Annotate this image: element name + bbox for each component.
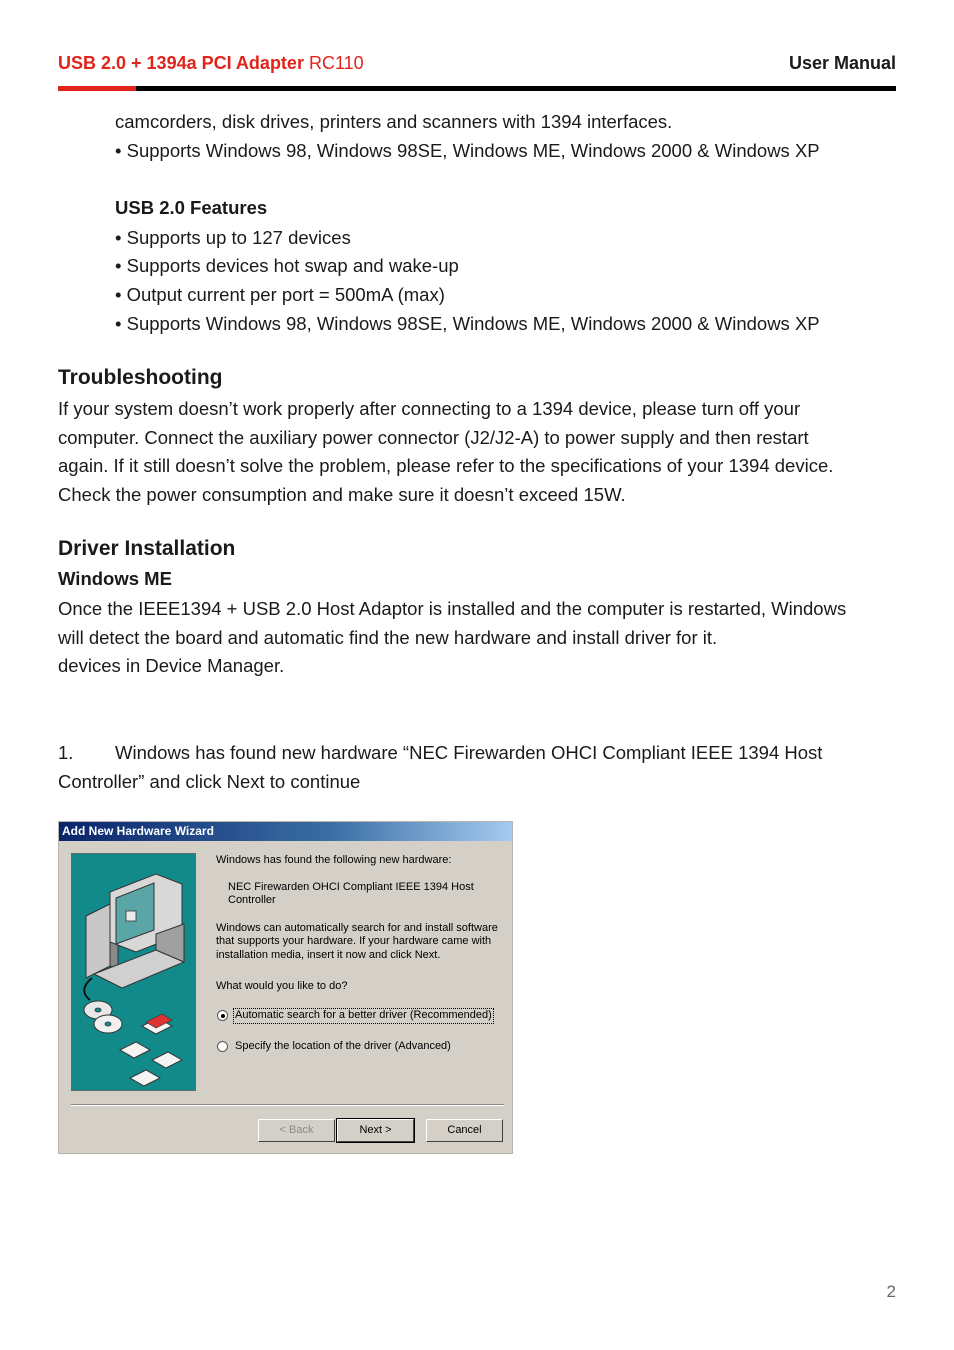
wizard-title-bar: Add New Hardware Wizard xyxy=(59,822,512,841)
radio-automatic-search[interactable] xyxy=(217,1010,228,1021)
usb-feature-bullet: • Supports devices hot swap and wake-up xyxy=(115,255,459,276)
next-button[interactable]: Next > xyxy=(337,1119,414,1142)
wizard-separator xyxy=(71,1104,504,1106)
wizard-info-line: installation media, insert it now and click Next. xyxy=(216,949,441,961)
driver-installation-line: will detect the board and automatic find the new hardware and install driver for it. xyxy=(58,627,718,648)
wizard-dialog xyxy=(58,821,513,1154)
header-product-name: USB 2.0 + 1394a PCI Adapter xyxy=(58,53,304,73)
header-product-title xyxy=(58,53,364,74)
usb-feature-bullet: • Output current per port = 500mA (max) xyxy=(115,284,445,305)
wizard-illustration xyxy=(71,853,196,1091)
driver-installation-subtitle: Windows ME xyxy=(58,568,172,589)
troubleshooting-title: Troubleshooting xyxy=(58,366,223,389)
driver-installation-line: devices in Device Manager. xyxy=(58,655,285,676)
driver-installation-title: Driver Installation xyxy=(58,537,236,560)
step-text-line: Controller” and click Next to continue xyxy=(58,771,361,792)
page-number: 2 xyxy=(886,1282,896,1301)
header-rule xyxy=(58,86,896,91)
header-rule-accent xyxy=(58,86,136,91)
computer-hardware-icon xyxy=(72,854,195,1090)
driver-installation-line: Once the IEEE1394 + USB 2.0 Host Adaptor is installed and the computer is restarted, Windows xyxy=(58,598,847,619)
wizard-info-line: that supports your hardware. If your hardware came with xyxy=(216,935,492,947)
header-product-model: RC110 xyxy=(308,53,364,73)
step-number: 1. xyxy=(58,742,74,763)
intro-os-bullet: • Supports Windows 98, Windows 98SE, Windows ME, Windows 2000 & Windows XP xyxy=(115,140,820,161)
troubleshooting-line: Check the power consumption and make sure it doesn’t exceed 15W. xyxy=(58,484,626,505)
wizard-device-name-line: Controller xyxy=(228,894,276,906)
wizard-device-name-line: NEC Firewarden OHCI Compliant IEEE 1394 Host xyxy=(228,881,474,893)
wizard-question: What would you like to do? xyxy=(216,980,348,992)
wizard-info-line: Windows can automatically search for and install software xyxy=(216,922,498,934)
option-specify-location-label[interactable]: Specify the location of the driver (Advanced) xyxy=(235,1040,451,1052)
troubleshooting-line: computer. Connect the auxiliary power connector (J2/J2-A) to power supply and then restart xyxy=(58,427,809,448)
troubleshooting-line: again. If it still doesn’t solve the problem, please refer to the specifications of your 1394 device. xyxy=(58,455,834,476)
step-text-line: Windows has found new hardware “NEC Firewarden OHCI Compliant IEEE 1394 Host xyxy=(115,742,823,763)
back-button[interactable]: < Back xyxy=(258,1119,335,1142)
usb-feature-bullet: • Supports Windows 98, Windows 98SE, Windows ME, Windows 2000 & Windows XP xyxy=(115,313,820,334)
usb-feature-bullet: • Supports up to 127 devices xyxy=(115,227,351,248)
intro-continued-line: camcorders, disk drives, printers and scanners with 1394 interfaces. xyxy=(115,111,673,132)
header-doc-type: User Manual xyxy=(788,53,896,73)
cancel-button[interactable]: Cancel xyxy=(426,1119,503,1142)
troubleshooting-line: If your system doesn’t work properly after connecting to a 1394 device, please turn off your xyxy=(58,398,801,419)
radio-specify-location[interactable] xyxy=(217,1041,228,1052)
wizard-found-text: Windows has found the following new hardware: xyxy=(216,854,452,866)
option-automatic-search-label[interactable]: Automatic search for a better driver (Recommended) xyxy=(235,1009,492,1021)
usb-features-title: USB 2.0 Features xyxy=(115,197,268,218)
